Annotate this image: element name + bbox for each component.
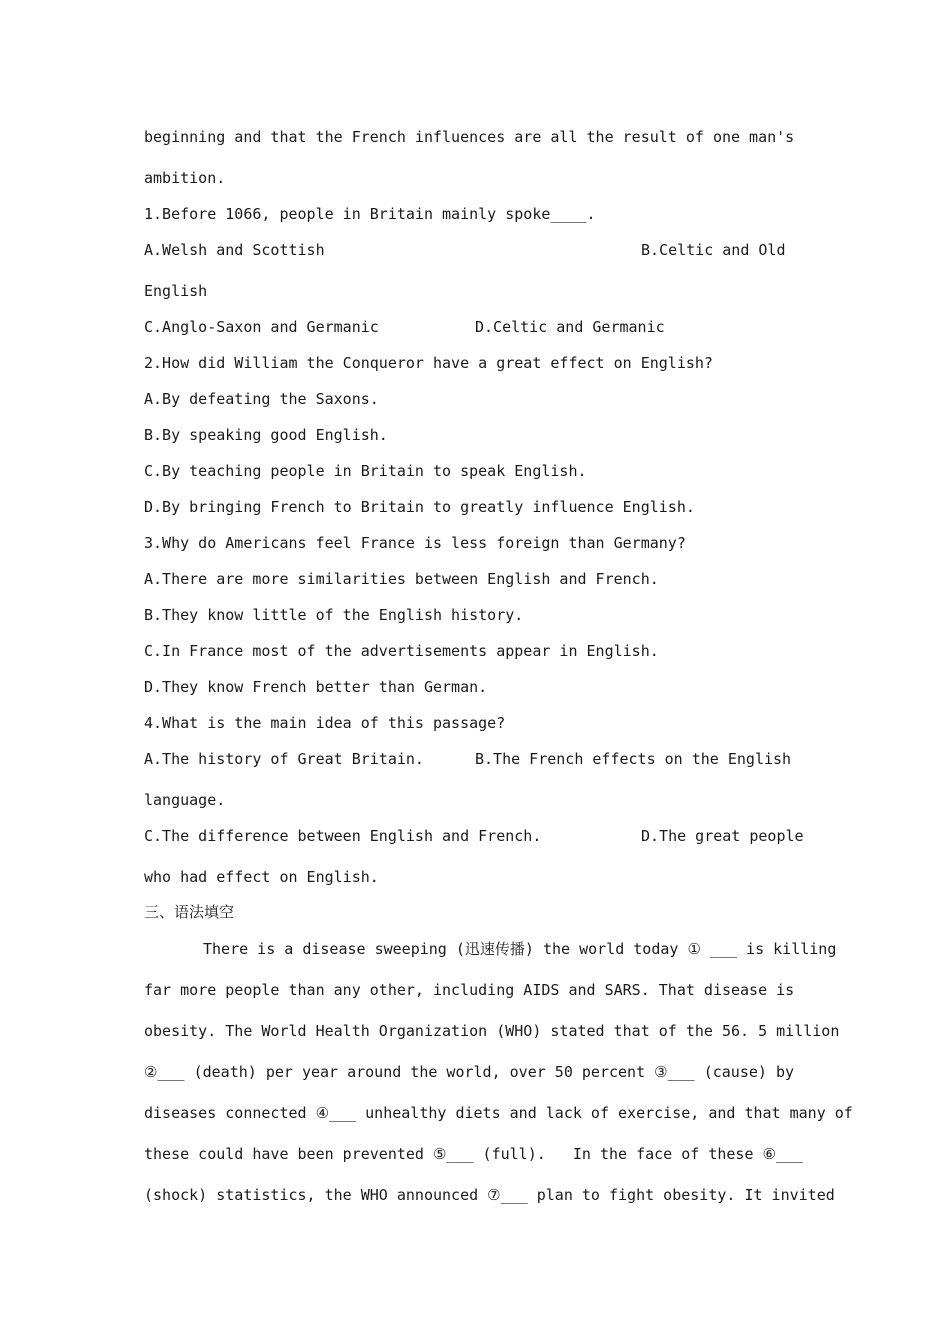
- q1-option-d: D.Celtic and Germanic: [475, 318, 665, 336]
- q4-option-b-cont: language.: [144, 791, 226, 809]
- passage-line: beginning and that the French influences are all the result of one man's: [144, 128, 795, 146]
- cloze-line: diseases connected ④___ unhealthy diets and lack of exercise, and that many of: [144, 1104, 853, 1122]
- section-heading: 三、语法填空: [144, 903, 235, 921]
- cloze-line: ②___ (death) per year around the world, over 50 percent ③___ (cause) by: [144, 1063, 795, 1081]
- question-4: 4.What is the main idea of this passage?: [144, 714, 506, 732]
- q2-option-a: A.By defeating the Saxons.: [144, 390, 379, 408]
- passage-line: ambition.: [144, 169, 226, 187]
- q2-option-b: B.By speaking good English.: [144, 426, 388, 444]
- q1-option-a: A.Welsh and Scottish: [144, 241, 325, 259]
- q4-option-d-cont: who had effect on English.: [144, 868, 379, 886]
- q2-option-d: D.By bringing French to Britain to greatly influence English.: [144, 498, 695, 516]
- q2-option-c: C.By teaching people in Britain to speak English.: [144, 462, 587, 480]
- q4-option-b: B.The French effects on the English: [475, 750, 792, 768]
- question-3: 3.Why do Americans feel France is less foreign than Germany?: [144, 534, 686, 552]
- q4-option-d: D.The great people: [641, 827, 804, 845]
- q4-option-a: A.The history of Great Britain.: [144, 750, 424, 768]
- q1-option-c: C.Anglo-Saxon and Germanic: [144, 318, 379, 336]
- q3-option-d: D.They know French better than German.: [144, 678, 488, 696]
- q3-option-a: A.There are more similarities between English and French.: [144, 570, 659, 588]
- question-2: 2.How did William the Conqueror have a great effect on English?: [144, 354, 713, 372]
- cloze-line: these could have been prevented ⑤___ (full). In the face of these ⑥___: [144, 1145, 804, 1163]
- cloze-line: (shock) statistics, the WHO announced ⑦___ plan to fight obesity. It invited: [144, 1186, 835, 1204]
- q3-option-c: C.In France most of the advertisements appear in English.: [144, 642, 659, 660]
- cloze-line: obesity. The World Health Organization (WHO) stated that of the 56. 5 million: [144, 1022, 840, 1040]
- cloze-line: There is a disease sweeping (迅速传播) the world today ① ___ is killing: [203, 940, 837, 958]
- q3-option-b: B.They know little of the English history.: [144, 606, 524, 624]
- question-1: 1.Before 1066, people in Britain mainly spoke____.: [144, 205, 596, 223]
- q4-option-c: C.The difference between English and French.: [144, 827, 542, 845]
- cloze-line: far more people than any other, including AIDS and SARS. That disease is: [144, 981, 795, 999]
- q1-option-b: B.Celtic and Old: [641, 241, 786, 259]
- q1-option-b-cont: English: [144, 282, 208, 300]
